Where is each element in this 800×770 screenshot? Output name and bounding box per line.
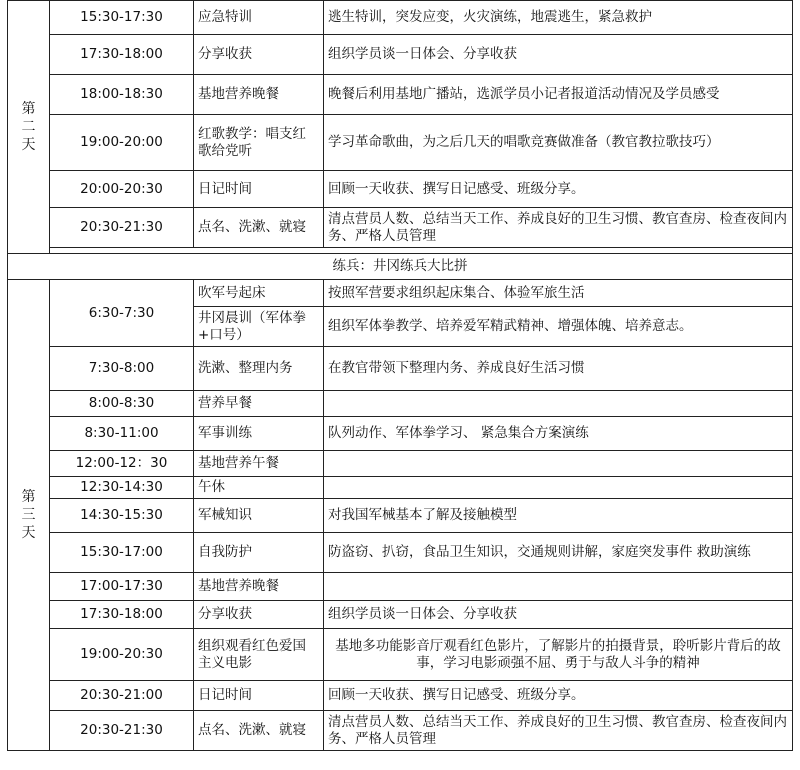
- activity-cell: 日记时间: [194, 681, 324, 711]
- description-cell: 晚餐后利用基地广播站，选派学员小记者报道活动情况及学员感受: [324, 75, 793, 115]
- time-cell: 12:30-14:30: [50, 477, 194, 499]
- description-cell: 组织学员谈一日体会、分享收获: [324, 35, 793, 75]
- description-cell: 组织军体拳教学、培养爱军精武精神、增强体魄、培养意志。: [324, 307, 793, 347]
- table-row: [8, 171, 793, 208]
- time-cell: 7:30-8:00: [50, 347, 194, 391]
- section-banner-row: [8, 254, 793, 280]
- table-row: [8, 35, 793, 75]
- activity-cell: 分享收获: [194, 35, 324, 75]
- table-row: [8, 391, 793, 417]
- time-cell: 17:30-18:00: [50, 601, 194, 629]
- description-cell: [324, 573, 793, 601]
- description-cell: 对我国军械基本了解及接触模型: [324, 499, 793, 533]
- time-cell: 14:30-15:30: [50, 499, 194, 533]
- activity-cell: 洗漱、整理内务: [194, 347, 324, 391]
- time-cell: 20:30-21:30: [50, 711, 194, 751]
- activity-cell: 吹军号起床: [194, 280, 324, 307]
- table-row: [8, 533, 793, 573]
- time-cell: 12:00-12：30: [50, 451, 194, 477]
- activity-cell: 点名、洗漱、就寝: [194, 711, 324, 751]
- activity-cell: 井冈晨训（军体拳+口号）: [194, 307, 324, 347]
- day-label: 第三天: [21, 489, 36, 541]
- section-banner: 练兵：井冈练兵大比拼: [8, 254, 793, 280]
- description-cell: 回顾一天收获、撰写日记感受、班级分享。: [324, 681, 793, 711]
- description-cell: 防盗窃、扒窃，食品卫生知识，交通规则讲解，家庭突发事件 救助演练: [324, 533, 793, 573]
- time-cell: 17:30-18:00: [50, 35, 194, 75]
- activity-cell: 军械知识: [194, 499, 324, 533]
- description-cell: 清点营员人数、总结当天工作、养成良好的卫生习惯、教官查房、检查夜间内务、严格人员管理: [324, 208, 793, 248]
- activity-cell: 基地营养晚餐: [194, 573, 324, 601]
- table-row: [8, 451, 793, 477]
- time-cell: 20:00-20:30: [50, 171, 194, 208]
- table-row: [8, 477, 793, 499]
- table-row: [8, 347, 793, 391]
- table-row: [8, 681, 793, 711]
- description-cell: 学习革命歌曲，为之后几天的唱歌竞赛做准备（教官教拉歌技巧）: [324, 115, 793, 171]
- description-cell: [324, 477, 793, 499]
- activity-cell: 基地营养午餐: [194, 451, 324, 477]
- description-cell: [324, 451, 793, 477]
- table-row: [8, 417, 793, 451]
- description-cell: 回顾一天收获、撰写日记感受、班级分享。: [324, 171, 793, 208]
- activity-cell: 军事训练: [194, 417, 324, 451]
- time-cell: 8:00-8:30: [50, 391, 194, 417]
- description-cell: 基地多功能影音厅观看红色影片，了解影片的拍摄背景，聆听影片背后的故事，学习电影顽强不屈、勇于与敌人斗争的精神: [324, 629, 793, 681]
- time-cell: 6:30-7:30: [50, 280, 194, 347]
- day-label-cell: [8, 280, 50, 751]
- time-cell: 8:30-11:00: [50, 417, 194, 451]
- activity-cell: 营养早餐: [194, 391, 324, 417]
- table-row: [8, 208, 793, 248]
- time-cell: 20:30-21:00: [50, 681, 194, 711]
- activity-cell: 红歌教学：唱支红歌给党听: [194, 115, 324, 171]
- table-row: [8, 629, 793, 681]
- time-cell: 15:30-17:30: [50, 1, 194, 35]
- day-label-cell: [8, 1, 50, 254]
- table-row: [8, 601, 793, 629]
- time-cell: 19:00-20:00: [50, 115, 194, 171]
- schedule-table: [7, 0, 793, 751]
- time-cell: 18:00-18:30: [50, 75, 194, 115]
- table-row: [8, 280, 793, 307]
- description-cell: 组织学员谈一日体会、分享收获: [324, 601, 793, 629]
- time-cell: 19:00-20:30: [50, 629, 194, 681]
- description-cell: 逃生特训，突发应变，火灾演练，地震逃生，紧急救护: [324, 1, 793, 35]
- activity-cell: 点名、洗漱、就寝: [194, 208, 324, 248]
- description-cell: 在教官带领下整理内务、养成良好生活习惯: [324, 347, 793, 391]
- table-row: [8, 711, 793, 751]
- activity-cell: 分享收获: [194, 601, 324, 629]
- table-row: [8, 499, 793, 533]
- table-row: [8, 573, 793, 601]
- activity-cell: 组织观看红色爱国主义电影: [194, 629, 324, 681]
- activity-cell: 应急特训: [194, 1, 324, 35]
- table-row: [8, 115, 793, 171]
- description-cell: 队列动作、军体拳学习、 紧急集合方案演练: [324, 417, 793, 451]
- activity-cell: 日记时间: [194, 171, 324, 208]
- description-cell: 按照军营要求组织起床集合、体验军旅生活: [324, 280, 793, 307]
- activity-cell: 午休: [194, 477, 324, 499]
- time-cell: 17:00-17:30: [50, 573, 194, 601]
- day-label: 第二天: [21, 101, 36, 153]
- time-cell: 20:30-21:30: [50, 208, 194, 248]
- time-cell: 15:30-17:00: [50, 533, 194, 573]
- table-row: [8, 1, 793, 35]
- table-row: [8, 75, 793, 115]
- description-cell: 清点营员人数、总结当天工作、养成良好的卫生习惯、教官查房、检查夜间内务、严格人员管理: [324, 711, 793, 751]
- activity-cell: 自我防护: [194, 533, 324, 573]
- activity-cell: 基地营养晚餐: [194, 75, 324, 115]
- description-cell: [324, 391, 793, 417]
